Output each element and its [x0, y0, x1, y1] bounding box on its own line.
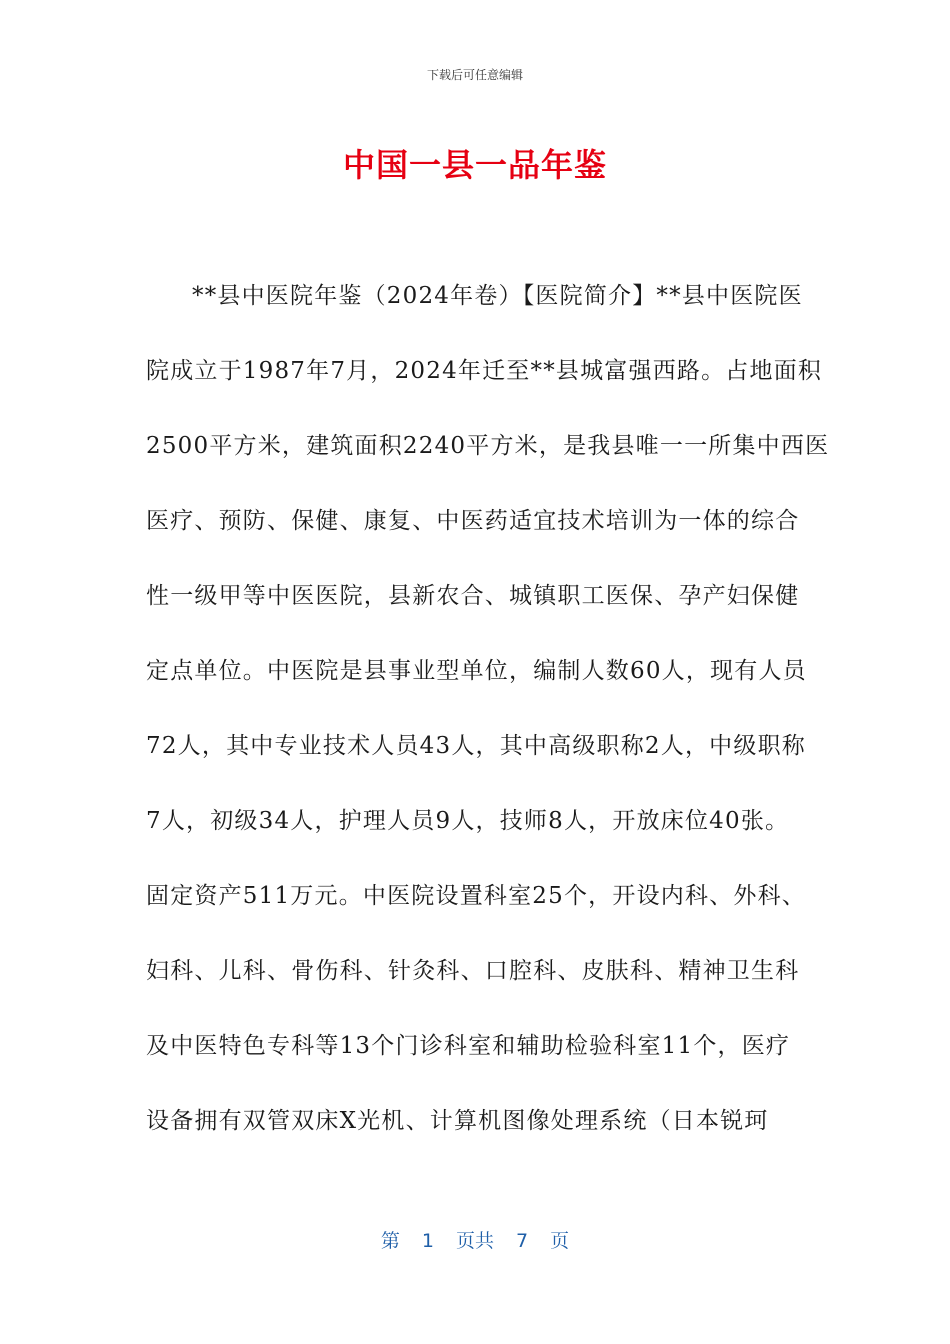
body-line: 及中医特色专科等13个门诊科室和辅助检验科室11个，医疗 [146, 1033, 791, 1059]
body-line: 设备拥有双管双床X光机、计算机图像处理系统（日本锐珂 [146, 1108, 769, 1134]
document-body [146, 275, 830, 1175]
body-line: 医疗、预防、保健、康复、中医药适宜技术培训为一体的综合 [146, 508, 800, 534]
body-line: 定点单位。中医院是县事业型单位，编制人数60人，现有人员 [146, 658, 807, 684]
page-header-note: 下载后可任意编辑 [426, 68, 523, 82]
page-footer [0, 1226, 950, 1253]
body-line: 妇科、儿科、骨伤科、针灸科、口腔科、皮肤科、精神卫生科 [146, 958, 800, 984]
document-title: 中国一县一品年鉴 [342, 146, 607, 184]
footer-total-pages: 7 [516, 1230, 529, 1252]
body-line: 固定资产511万元。中医院设置科室25个，开设内科、外科、 [146, 883, 806, 909]
body-line: 72人，其中专业技术人员43人，其中高级职称2人，中级职称 [146, 733, 806, 759]
footer-middle: 页共 [455, 1230, 494, 1252]
footer-suffix: 页 [550, 1230, 570, 1252]
body-line: 7人，初级34人，护理人员9人，技师8人，开放床位40张。 [146, 808, 790, 834]
body-line: 性一级甲等中医医院，县新农合、城镇职工医保、孕产妇保健 [146, 583, 800, 609]
body-line: 院成立于1987年7月，2024年迁至**县城富强西路。占地面积 [146, 358, 823, 384]
body-line: **县中医院年鉴（2024年卷）【医院简介】**县中医院医 [192, 283, 803, 309]
body-line: 2500平方米，建筑面积2240平方米，是我县唯一一所集中西医 [146, 433, 830, 459]
footer-current-page: 1 [421, 1230, 434, 1252]
footer-prefix: 第 [380, 1230, 400, 1252]
